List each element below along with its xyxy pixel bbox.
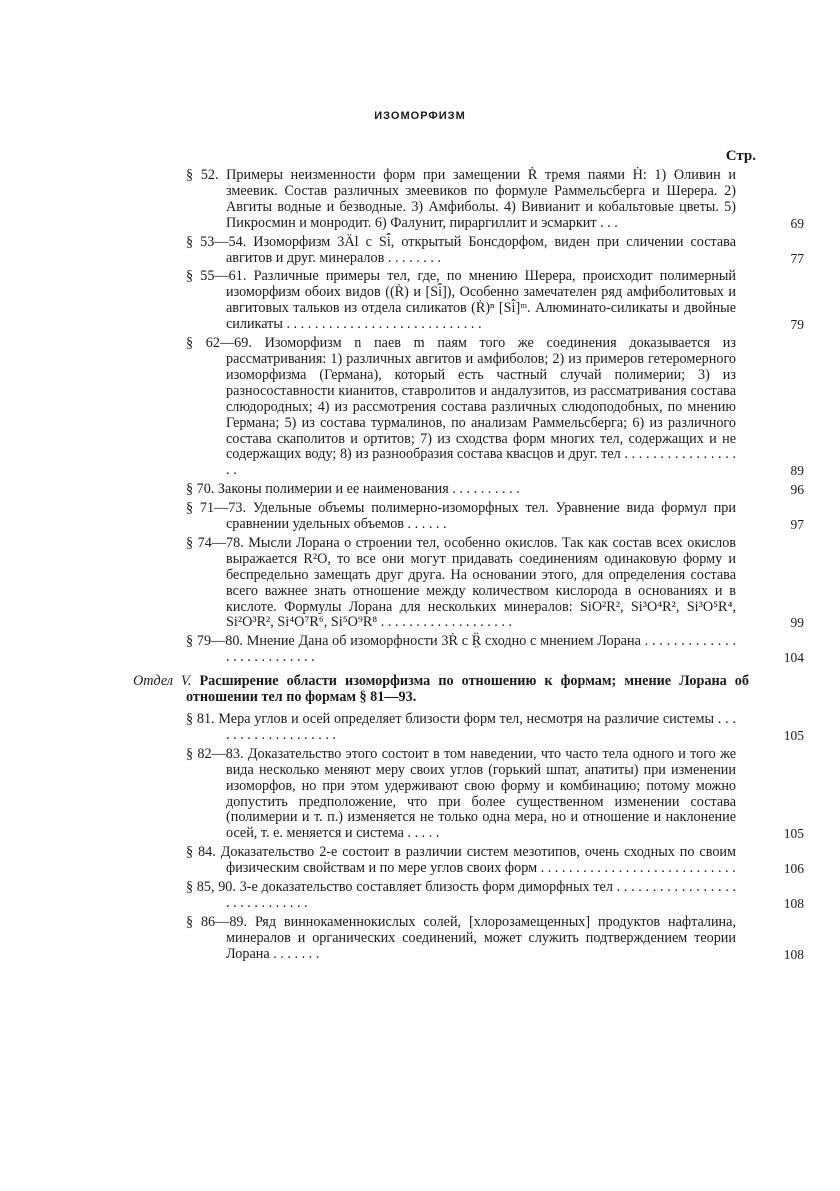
toc-entry-page: 108 — [783, 895, 804, 911]
toc-entry-text: § 52. Примеры неизменности форм при замещении Ṙ тремя паями Ḣ: 1) Оливин и змеевик. Состав различных змеевиков по формуле Раммельсберга и Шерера. 2) Авгиты водные и безводные. 3) Амфиболы. 4) Вивианит и кобальтовые цветы. 5) Пикросмин и монродит. 6) Фалунит, пираргиллит и эсмаркит . . . — [186, 167, 736, 231]
department-heading — [133, 674, 749, 706]
toc-entry-text: § 53—54. Изоморфизм 3Äl с Si̇̈, открытый Бонсдорфом, виден при сличении состава авгитов и друг. минералов . . . . . . . . — [186, 233, 736, 266]
toc-entry-page: 106 — [783, 861, 804, 877]
toc-entry-text: § 82—83. Доказательство этого состоит в том наведении, что часто тела одного и того же вида несколько меняют меру своих углов (горький шпат, апатиты) при изменении изоморфов, но при этом удерживают свою форму и комбинацию; потому можно допустить предположение, что при более существенном изменении состава (полимерии и т. п.) изменяется не только одна мера, но и отношение и наклонение осей, т. е. меняется и система . . . . . — [186, 745, 736, 842]
toc-entry-page: 96 — [790, 482, 804, 498]
toc-entry-86-89 — [186, 913, 804, 963]
toc-entry-text: § 84. Доказательство 2-е состоит в различии систем мезотипов, очень сходных по своим физическим свойствам и по мере углов своих форм . . . . . . . . . . . . . . . . . . . . . . . . . . . . — [186, 844, 736, 877]
department-heading-text — [133, 673, 749, 706]
toc-entry-text: § 86—89. Ряд виннокаменнокислых солей, [хлорозамещенных] продуктов нафталина, минералов и органических соединений, может служить подтверждением теории Лорана . . . . . . . — [186, 913, 736, 962]
toc-entry-text: § 71—73. Удельные объемы полимерно-изоморфных тел. Уравнение вида формул при сравнении удельных объемов . . . . . . — [186, 500, 736, 533]
toc-entry-53-54 — [186, 233, 804, 267]
toc-entry-81 — [186, 711, 804, 744]
toc-entry-page: 89 — [790, 463, 804, 479]
department-title: Расширение области изоморфизма по отношению к формам; мнение Лорана об отношении тел по формам § 81—93. — [186, 673, 749, 706]
running-title: ИЗОМОРФИЗМ — [374, 110, 466, 122]
toc-entry-page: 77 — [790, 250, 804, 266]
toc-entry-page: 99 — [790, 615, 804, 631]
toc-entry-text: § 81. Мера углов и осей определяет близости форм тел, несмотря на различие системы . . . . . . . . . . . . . . . . . . . — [186, 711, 736, 743]
toc-entry-71-73 — [186, 500, 804, 533]
toc-entry-74-78 — [186, 534, 804, 631]
toc-entry-70 — [186, 481, 804, 498]
toc-entry-text: § 85, 90. 3-е доказательство составляет близость форм диморфных тел . . . . . . . . . . . . . . . . . . . . . . . . . . . . . — [186, 879, 736, 911]
toc-entry-page: 97 — [790, 517, 804, 533]
toc-entry-82-83 — [186, 745, 804, 842]
toc-entry-page: 79 — [790, 317, 804, 333]
toc-entry-text: § 55—61. Различные примеры тел, где, по мнению Шерера, происходит полимерный изоморфизм обоих видов ((Ṙ) и [Si̇̈]), Особенно замечателен ряд амфиболитовых и авгитовых тальков из отдела силикатов (Ṙ)ⁿ [Si̇̈]ᵐ. Алюминато-силикаты и двойные силикаты . . . . . . . . . . . . . . . . . . . . . . . . . . . . — [186, 268, 736, 333]
toc-entry-page: 108 — [783, 946, 804, 962]
toc-entry-text: § 79—80. Мнение Дана об изоморфности 3Ṙ с R̤̈ сходно с мнением Лорана . . . . . . . . . . . . . . . . . . . . . . . . . . — [186, 633, 736, 666]
toc-entry-55-61 — [186, 268, 804, 333]
toc-entry-page: 105 — [783, 727, 804, 743]
toc-entry-page: 104 — [783, 650, 804, 666]
toc-entry-text: § 74—78. Мысли Лорана о строении тел, особенно окислов. Так как состав всех окислов выражается R²O, то все они могут придавать соединениям одинаковую форму и беспредельно замещать друг друга. На основании этого, для определения состава всего важнее знать отношение между количеством кислорода в основаниях и в кислоте. Формулы Лорана для нескольких минералов: SiO²R², Si³O⁴R², Si³O⁵R⁴, Si²O³R², Si⁴O⁷R⁶, Si⁵O⁹R⁸ . . . . . . . . . . . . . . . . . . . — [186, 534, 736, 631]
toc-entry-85-90 — [186, 879, 804, 912]
department-label: Отдел V. — [133, 673, 192, 690]
toc-entry-52 — [186, 167, 804, 232]
toc-entry-page: 105 — [783, 826, 804, 842]
toc-entry-page: 69 — [790, 215, 804, 231]
toc-entry-84 — [186, 844, 804, 877]
toc-entry-62-69 — [186, 335, 804, 479]
table-of-contents — [0, 168, 840, 966]
toc-entry-79-80 — [186, 633, 804, 666]
toc-entry-text: § 70. Законы полимерии и ее наименования . . . . . . . . . . — [186, 481, 520, 498]
toc-entry-text: § 62—69. Изоморфизм n паев m паям того же соединения доказывается из рассматривания: 1) различных авгитов и амфиболов; 2) из примеров гетеромерного изоморфизма (Германа), который есть частный случай полимерии; 3) из разносоставности кианитов, ставролитов и андалузитов, из рассматривания состава слюдородных; 4) из рассмотрения состава различных слюдоподобных, по мнению Германа; 5) из состава турмалинов, по анализам Раммельсберга; 6) из различного состава скаполитов и ортитов; 7) из сходства форм многих тел, содержащих и не содержащих воду; 8) из разнообразия состава квасцов и друг. тел . . . . . . . . . . . . . . . . . . — [186, 335, 736, 479]
page-column-label: Стр. — [725, 148, 756, 164]
